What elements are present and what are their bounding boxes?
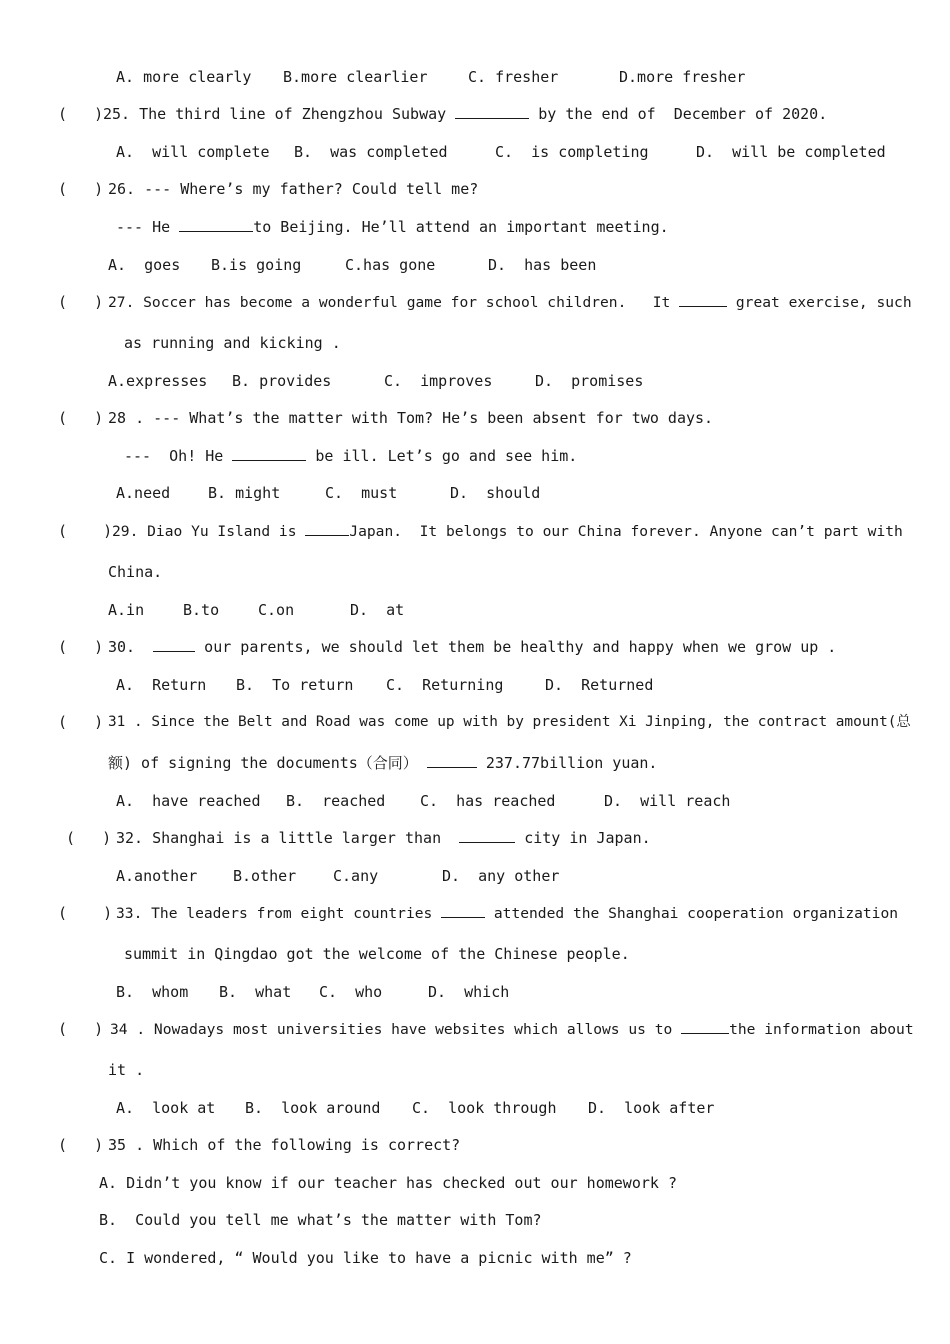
q32-stem	[116, 828, 651, 848]
q27-option-c: C. improves	[384, 372, 493, 390]
q24-option-d: D.more fresher	[619, 68, 746, 86]
q25-answer-paren: ( )	[58, 105, 104, 123]
q31-stem: 31 . Since the Belt and Road was come up with by president Xi Jinping, the contract amount(总	[108, 714, 911, 730]
q34-option-d: D. look after	[588, 1099, 715, 1117]
q27-stem-post: great exercise, such	[727, 294, 912, 311]
q30-option-c: C. Returning	[386, 676, 504, 694]
q32-stem-post: city in Japan.	[515, 829, 651, 847]
q33-option-d: D. which	[428, 983, 510, 1001]
q34-stem-pre: 34 . Nowadays most universities have websites which allows us to	[110, 1021, 682, 1038]
q30-stem	[108, 637, 836, 657]
q33-blank	[441, 903, 485, 918]
q30-option-a: A. Return	[116, 676, 207, 694]
q32-option-d: D. any other	[442, 867, 560, 885]
q27-stem	[108, 292, 912, 313]
q29-option-a: A.in	[108, 601, 145, 619]
q28-line2-post: be ill. Let’s go and see him.	[306, 447, 578, 465]
q28-option-c: C. must	[325, 484, 398, 502]
q34-option-b: B. look around	[245, 1099, 381, 1117]
q31-option-b: B. reached	[286, 792, 386, 810]
q29-option-c: C.on	[258, 601, 295, 619]
q25-option-d: D. will be completed	[696, 143, 886, 161]
q35-option-a: A. Didn’t you know if our teacher has checked out our homework ?	[99, 1174, 677, 1192]
q34-stem-line2: it .	[108, 1061, 145, 1079]
q26-option-d: D. has been	[488, 256, 597, 274]
q25-option-a: A. will complete	[116, 143, 270, 161]
q26-stem: 26. --- Where’s my father? Could tell me?	[108, 180, 479, 198]
q27-option-d: D. promises	[535, 372, 644, 390]
q28-line2-pre: --- Oh! He	[124, 447, 233, 465]
q28-option-a: A.need	[116, 484, 171, 502]
q29-answer-paren: ( )	[58, 522, 113, 540]
q26-option-a: A. goes	[108, 256, 181, 274]
q31-option-d: D. will reach	[604, 792, 731, 810]
q30-option-b: B. To return	[236, 676, 354, 694]
q27-stem-line2: as running and kicking .	[124, 334, 341, 352]
q35-option-c: C. I wondered, “ Would you like to have a picnic with me” ?	[99, 1249, 632, 1267]
q25-stem	[103, 104, 827, 124]
q28-stem: 28 . --- What’s the matter with Tom? He’s been absent for two days.	[108, 409, 714, 427]
q28-stem-line2	[124, 446, 577, 466]
q27-stem-pre: 27. Soccer has become a wonderful game for school children. It	[108, 294, 680, 311]
q32-option-a: A.another	[116, 867, 198, 885]
q28-answer-paren: ( )	[58, 409, 104, 427]
q31-stem-line2	[108, 753, 657, 773]
q26-option-c: C.has gone	[345, 256, 436, 274]
q33-stem-post: attended the Shanghai cooperation organization	[485, 905, 899, 922]
q26-option-b: B.is going	[211, 256, 302, 274]
q32-blank	[459, 828, 515, 843]
q32-answer-paren: ( )	[66, 829, 112, 847]
q29-stem	[112, 521, 903, 542]
q33-option-c: C. who	[319, 983, 383, 1001]
q32-option-b: B.other	[233, 867, 297, 885]
q34-option-a: A. look at	[116, 1099, 216, 1117]
q30-blank	[153, 637, 195, 652]
q28-option-b: B. might	[208, 484, 281, 502]
q34-answer-paren: ( )	[58, 1020, 104, 1038]
q24-option-b: B.more clearlier	[283, 68, 428, 86]
q25-blank	[455, 104, 529, 119]
q25-option-b: B. was completed	[294, 143, 448, 161]
q25-option-c: C. is completing	[495, 143, 649, 161]
q29-option-d: D. at	[350, 601, 405, 619]
q33-option-b: B. what	[219, 983, 292, 1001]
q26-blank	[179, 217, 253, 232]
q35-stem: 35 . Which of the following is correct?	[108, 1136, 461, 1154]
q25-stem-pre: 25. The third line of Zhengzhou Subway	[103, 105, 456, 123]
q26-answer-paren: ( )	[58, 180, 104, 198]
q28-option-d: D. should	[450, 484, 541, 502]
q26-line2-post: to Beijing. He’ll attend an important meeting.	[253, 218, 669, 236]
q34-stem-post: the information about	[729, 1021, 914, 1038]
q31-option-c: C. has reached	[420, 792, 556, 810]
q30-option-d: D. Returned	[545, 676, 654, 694]
q32-stem-pre: 32. Shanghai is a little larger than	[116, 829, 460, 847]
q29-blank	[305, 521, 349, 536]
q29-stem-pre: 29. Diao Yu Island is	[112, 523, 306, 540]
q31-line2-post: 237.77billion yuan.	[476, 754, 658, 772]
q29-stem-post: Japan. It belongs to our China forever. Anyone can’t part with	[349, 523, 903, 540]
q35-option-b: B. Could you tell me what’s the matter with Tom?	[99, 1211, 542, 1229]
q29-stem-line2: China.	[108, 563, 163, 581]
q32-option-c: C.any	[333, 867, 379, 885]
q31-option-a: A. have reached	[116, 792, 261, 810]
q27-answer-paren: ( )	[58, 293, 104, 311]
q30-stem-post: our parents, we should let them be healthy and happy when we grow up .	[195, 638, 837, 656]
q31-blank	[427, 753, 477, 768]
q33-stem	[116, 903, 898, 924]
q34-stem	[110, 1019, 914, 1040]
q27-option-a: A.expresses	[108, 372, 208, 390]
q24-option-c: C. fresher	[468, 68, 559, 86]
q31-answer-paren: ( )	[58, 713, 104, 731]
q25-stem-post: by the end of December of 2020.	[529, 105, 828, 123]
q31-line2-pre: 额) of signing the documents（合同）	[108, 754, 427, 772]
q33-stem-line2: summit in Qingdao got the welcome of the Chinese people.	[124, 945, 630, 963]
q26-line2-pre: --- He	[116, 218, 180, 236]
q33-answer-paren: ( )	[58, 904, 113, 922]
q33-stem-pre: 33. The leaders from eight countries	[116, 905, 442, 922]
q30-answer-paren: ( )	[58, 638, 104, 656]
q33-option-a: B. whom	[116, 983, 189, 1001]
q28-blank	[232, 446, 306, 461]
q27-blank	[679, 292, 727, 307]
q30-stem-pre: 30.	[108, 638, 154, 656]
q24-option-a: A. more clearly	[116, 68, 252, 86]
q29-option-b: B.to	[183, 601, 220, 619]
q34-option-c: C. look through	[412, 1099, 557, 1117]
q26-stem-line2	[116, 217, 669, 237]
q35-answer-paren: ( )	[58, 1136, 104, 1154]
q34-blank	[681, 1019, 729, 1034]
q27-option-b: B. provides	[232, 372, 332, 390]
